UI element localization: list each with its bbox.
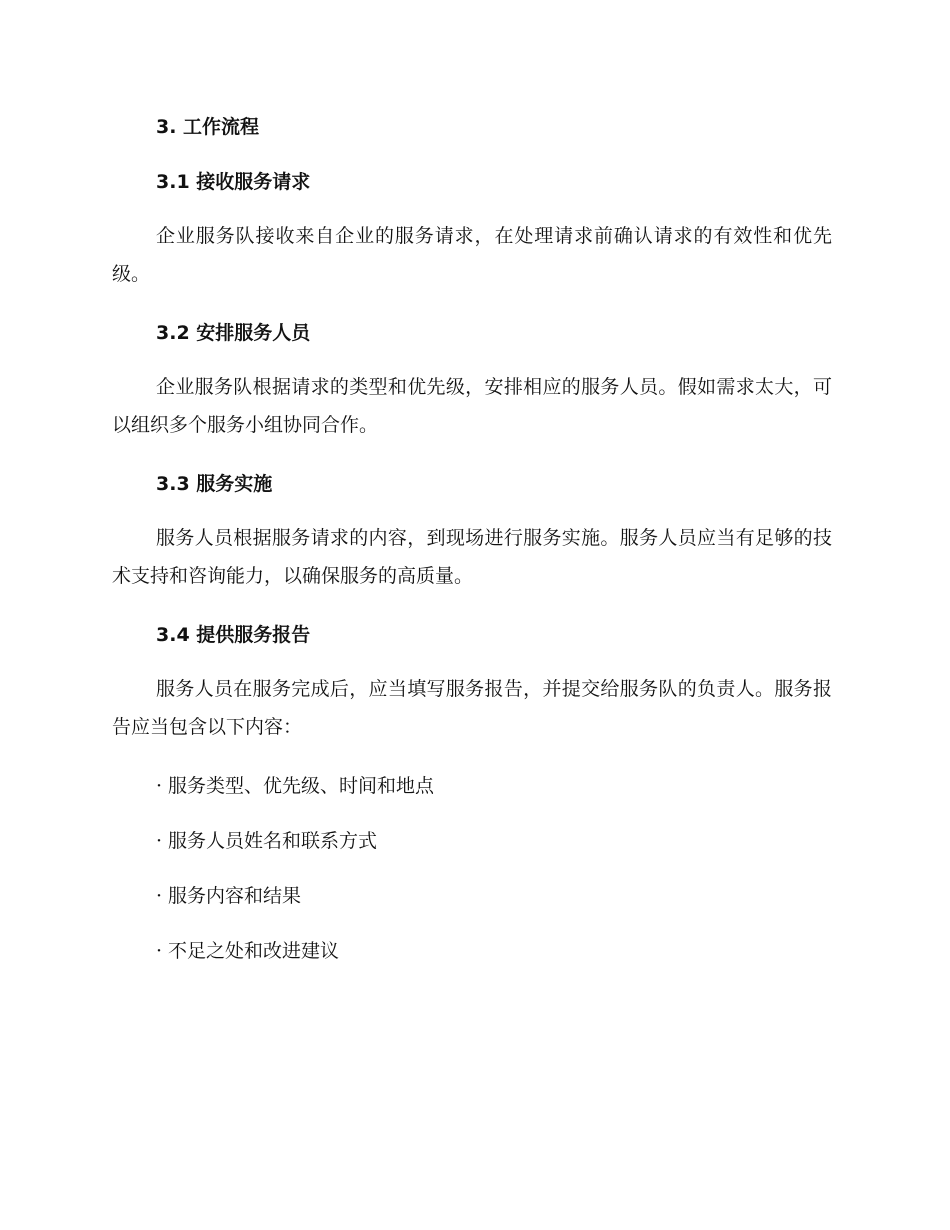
document-body [112,112,832,991]
subsection-3-3-title: 3.3 服务实施 [156,473,273,495]
bullet-marker: · [156,830,163,852]
list-item [156,771,832,801]
report-contents-list [112,771,832,966]
bullet-marker: · [156,885,163,907]
list-item [156,881,832,911]
list-item-text: 不足之处和改进建议 [168,940,340,962]
list-item-text: 服务类型、优先级、时间和地点 [168,775,435,797]
list-item [156,826,832,856]
list-item-text: 服务内容和结果 [168,885,302,907]
subsection-3-1-title: 3.1 接收服务请求 [156,171,311,193]
subsection-3-4-body: 服务人员在服务完成后，应当填写服务报告，并提交给服务队的负责人。服务报告应当包含以下内容： [112,678,832,738]
bullet-marker: · [156,940,163,962]
subsection-3-4-title: 3.4 提供服务报告 [156,624,311,646]
bullet-marker: · [156,775,163,797]
subsection-3-3-body: 服务人员根据服务请求的内容，到现场进行服务实施。服务人员应当有足够的技术支持和咨询能力，以确保服务的高质量。 [112,527,832,587]
subsection-3-1-body: 企业服务队接收来自企业的服务请求，在处理请求前确认请求的有效性和优先级。 [112,225,832,285]
section-title: 3. 工作流程 [156,116,260,138]
subsection-3-2-body: 企业服务队根据请求的类型和优先级，安排相应的服务人员。假如需求太大，可以组织多个服务小组协同合作。 [112,376,832,436]
list-item-text: 服务人员姓名和联系方式 [168,830,378,852]
list-item [156,936,832,966]
subsection-3-2-title: 3.2 安排服务人员 [156,322,311,344]
